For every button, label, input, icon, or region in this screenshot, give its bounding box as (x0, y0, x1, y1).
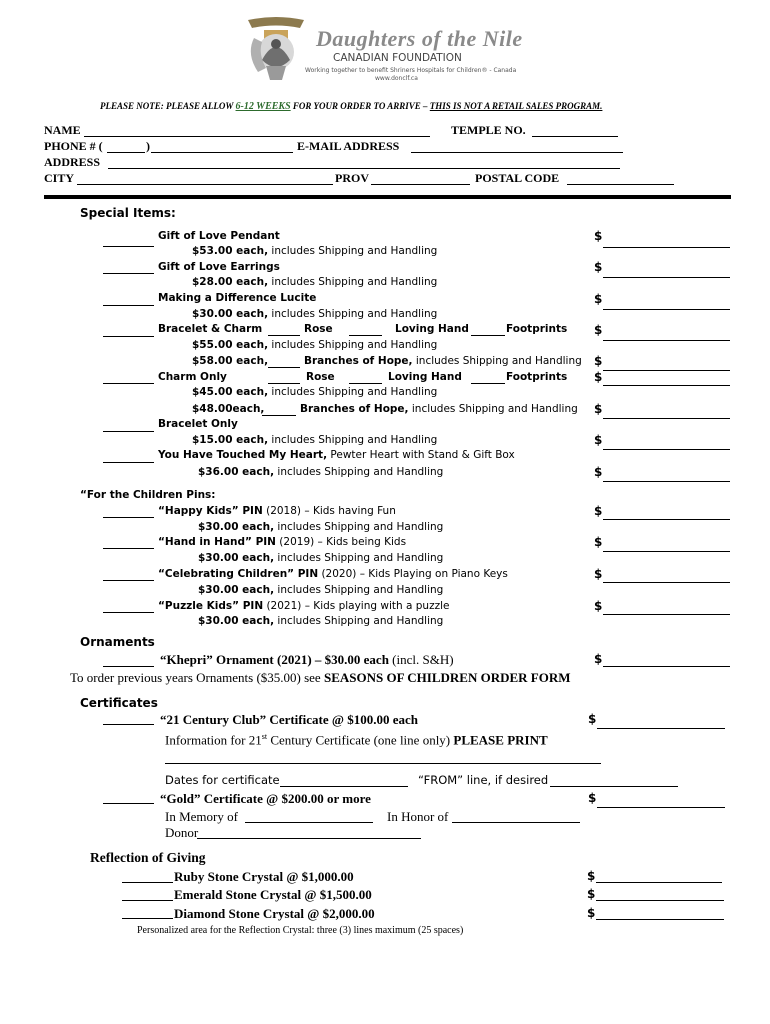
name-field[interactable] (84, 135, 430, 137)
phone-number-field[interactable] (151, 151, 293, 153)
amount-century-club[interactable] (597, 727, 725, 729)
amount-touched-heart[interactable] (603, 480, 730, 482)
emerald-name: Emerald Stone Crystal @ $1,500.00 (174, 887, 372, 902)
century-info-field[interactable] (165, 762, 601, 764)
charm-only-price-line1 (192, 386, 437, 398)
century-info-post: Century Certificate (one line only) (267, 732, 454, 748)
option-branches[interactable] (262, 414, 296, 416)
hand-in-hand-name: “Hand in Hand” PIN (158, 536, 276, 548)
dollar-sign: $ (594, 402, 603, 416)
postal-label: POSTAL CODE (475, 171, 560, 185)
qty-celebrating-children[interactable] (103, 579, 154, 581)
arrival-note (100, 101, 602, 112)
touched-heart-desc: Pewter Heart with Stand & Gift Box (327, 449, 515, 461)
happy-kids-name: “Happy Kids” PIN (158, 505, 263, 517)
qty-gold-certificate[interactable] (103, 802, 154, 804)
dates-label: Dates for certificate (165, 773, 280, 787)
pins-heading: “For the Children Pins: (80, 489, 216, 501)
khepri-line (160, 652, 454, 668)
previous-ornaments-line (70, 670, 571, 686)
dollar-sign: $ (594, 354, 603, 368)
charm-only-price2: $48.00each, (192, 403, 265, 415)
bracelet-only-name: Bracelet Only (158, 418, 238, 430)
touched-heart-name: You Have Touched My Heart, (158, 449, 328, 461)
lucite-price-line (192, 308, 437, 320)
honor-label: In Honor of (387, 809, 449, 824)
dollar-sign: $ (594, 535, 603, 549)
branches-line (304, 355, 582, 367)
email-field[interactable] (411, 151, 623, 153)
option-footprints[interactable] (471, 382, 505, 384)
celebrating-desc: (2020) – Kids Playing on Piano Keys (318, 568, 508, 580)
bracelet-only-shipping: includes Shipping and Handling (268, 434, 438, 446)
amount-ruby[interactable] (596, 881, 722, 883)
option-rose-label: Rose (306, 371, 335, 383)
dollar-sign: $ (594, 599, 603, 613)
qty-earrings[interactable] (103, 272, 154, 274)
branches-shipping: includes Shipping and Handling (408, 403, 578, 415)
khepri-name: “Khepri” Ornament (2021) – $30.00 each (160, 652, 389, 667)
dollar-sign: $ (594, 652, 603, 666)
qty-bracelet-only[interactable] (103, 430, 154, 432)
note-mid: FOR YOUR ORDER TO ARRIVE – (290, 101, 430, 111)
happy-kids-price-line (198, 521, 443, 533)
dollar-sign: $ (588, 791, 597, 805)
option-loving-hand[interactable] (349, 382, 382, 384)
bracelet-only-price: $15.00 each, (192, 434, 269, 446)
earrings-name: Gift of Love Earrings (158, 261, 280, 273)
option-loving-hand[interactable] (349, 334, 382, 336)
option-rose-label: Rose (304, 323, 333, 335)
happy-kids-line (158, 505, 396, 517)
option-footprints-label: Footprints (506, 323, 568, 335)
charm-only-name: Charm Only (158, 371, 227, 383)
branches-shipping: includes Shipping and Handling (412, 355, 582, 367)
tagline: Working together to benefit Shriners Hospitals for Children® - Canada (305, 67, 517, 74)
qty-diamond[interactable] (122, 917, 173, 919)
bracelet-only-price-line (192, 434, 437, 446)
section-divider (44, 195, 731, 199)
donor-field[interactable] (197, 837, 421, 839)
dates-field[interactable] (280, 785, 408, 787)
touched-heart-price: $36.00 each, (198, 466, 275, 478)
qty-century-club[interactable] (103, 723, 154, 725)
puzzle-kids-price-line (198, 615, 443, 627)
puzzle-kids-line (158, 600, 450, 612)
org-name: Daughters of the Nile (316, 26, 523, 51)
address-field[interactable] (108, 167, 620, 169)
bracelet-charm-price2: $58.00 each, (192, 355, 269, 367)
century-info-sup: st (261, 732, 268, 741)
pin-shipping: includes Shipping and Handling (274, 521, 444, 533)
note-retail: THIS IS NOT A RETAIL SALES PROGRAM. (429, 101, 603, 111)
lucite-shipping: includes Shipping and Handling (268, 308, 438, 320)
century-info-line (165, 732, 548, 748)
amount-celebrating[interactable] (603, 581, 730, 583)
amount-lucite[interactable] (603, 308, 730, 310)
charm-only-price-line2 (192, 403, 264, 415)
amount-emerald[interactable] (596, 899, 724, 901)
qty-touched-heart[interactable] (103, 461, 154, 463)
previous-ornaments-text: To order previous years Ornaments ($35.00) see (70, 670, 324, 685)
amount-bracelet-branches[interactable] (603, 369, 730, 371)
option-loving-hand-label: Loving Hand (388, 371, 462, 383)
logo (236, 14, 316, 84)
pin-price: $30.00 each, (198, 521, 275, 533)
phone-area-field[interactable] (107, 151, 145, 153)
email-label: E-MAIL ADDRESS (297, 139, 400, 153)
reflection-note: Personalized area for the Reflection Crystal: three (3) lines maximum (25 spaces) (137, 925, 464, 936)
touched-heart-line (158, 449, 515, 461)
option-branches[interactable] (268, 366, 300, 368)
pendant-price-line (192, 245, 437, 257)
dollar-sign: $ (587, 887, 596, 901)
amount-hand-in-hand[interactable] (603, 550, 730, 552)
qty-happy-kids[interactable] (103, 516, 154, 518)
prov-label: PROV (335, 171, 369, 185)
phone-close: ) (146, 139, 150, 153)
touched-heart-shipping: includes Shipping and Handling (274, 466, 444, 478)
pin-shipping: includes Shipping and Handling (274, 552, 444, 564)
earrings-shipping: includes Shipping and Handling (268, 276, 438, 288)
qty-hand-in-hand[interactable] (103, 547, 154, 549)
temple-field[interactable] (532, 135, 618, 137)
dollar-sign: $ (594, 260, 603, 274)
honor-field[interactable] (452, 821, 580, 823)
ornaments-heading: Ornaments (80, 635, 155, 649)
hand-in-hand-line (158, 536, 406, 548)
memory-field[interactable] (245, 821, 373, 823)
hand-in-hand-desc: (2019) – Kids being Kids (275, 536, 407, 548)
qty-ruby[interactable] (122, 881, 173, 883)
qty-lucite[interactable] (103, 304, 154, 306)
pendant-shipping: includes Shipping and Handling (268, 245, 438, 257)
pin-shipping: includes Shipping and Handling (274, 584, 444, 596)
amount-bracelet-charm[interactable] (603, 339, 730, 341)
dollar-sign: $ (594, 370, 603, 384)
dollar-sign: $ (594, 229, 603, 243)
century-club-name: “21 Century Club” Certificate @ $100.00 each (160, 712, 418, 727)
amount-pendant[interactable] (603, 246, 730, 248)
bracelet-charm-price-line2 (192, 355, 268, 367)
amount-gold-certificate[interactable] (597, 806, 725, 808)
dollar-sign: $ (594, 504, 603, 518)
celebrating-line (158, 568, 508, 580)
pendant-price: $53.00 each, (192, 245, 269, 257)
address-label: ADDRESS (44, 155, 101, 169)
puzzle-kids-name: “Puzzle Kids” PIN (158, 600, 264, 612)
city-label: CITY (44, 171, 75, 185)
amount-happy-kids[interactable] (603, 518, 730, 520)
bracelet-charm-name: Bracelet & Charm (158, 323, 263, 335)
amount-earrings[interactable] (603, 276, 730, 278)
dollar-sign: $ (594, 292, 603, 306)
amount-diamond[interactable] (596, 918, 724, 920)
qty-charm-only[interactable] (103, 382, 154, 384)
pin-price: $30.00 each, (198, 552, 275, 564)
from-line-field[interactable] (550, 785, 678, 787)
century-info-pre: Information for 21 (165, 732, 262, 748)
amount-charm-only[interactable] (603, 384, 730, 386)
dollar-sign: $ (594, 433, 603, 447)
memory-label: In Memory of (165, 809, 238, 824)
option-rose[interactable] (268, 382, 300, 384)
charm-only-shipping: includes Shipping and Handling (268, 386, 438, 398)
option-footprints-label: Footprints (506, 371, 568, 383)
donor-label: Donor (165, 825, 199, 840)
amount-puzzle-kids[interactable] (603, 613, 730, 615)
amount-bracelet-only[interactable] (603, 448, 730, 450)
option-footprints[interactable] (471, 334, 505, 336)
dollar-sign: $ (587, 906, 596, 920)
qty-khepri[interactable] (103, 665, 154, 667)
dollar-sign: $ (594, 567, 603, 581)
qty-emerald[interactable] (122, 899, 173, 901)
option-loving-hand-label: Loving Hand (395, 323, 469, 335)
celebrating-price-line (198, 584, 443, 596)
amount-charm-branches[interactable] (603, 417, 730, 419)
qty-bracelet-charm[interactable] (103, 335, 154, 337)
charm-branches-line (300, 403, 578, 415)
earrings-price: $28.00 each, (192, 276, 269, 288)
special-items-heading: Special Items: (80, 206, 176, 220)
branches-label: Branches of Hope, (300, 403, 409, 415)
prov-field[interactable] (371, 183, 470, 185)
name-label: NAME (44, 123, 81, 137)
from-line-label: “FROM” line, if desired (418, 773, 549, 787)
lucite-price: $30.00 each, (192, 308, 269, 320)
happy-kids-desc: (2018) – Kids having Fun (262, 505, 396, 517)
celebrating-name: “Celebrating Children” PIN (158, 568, 319, 580)
foundation-name: CANADIAN FOUNDATION (333, 52, 462, 64)
gold-certificate-name: “Gold” Certificate @ $200.00 or more (160, 791, 371, 806)
dollar-sign: $ (588, 712, 597, 726)
temple-label: TEMPLE NO. (451, 123, 526, 137)
option-rose[interactable] (268, 334, 300, 336)
postal-field[interactable] (567, 183, 674, 185)
please-print: PLEASE PRINT (453, 732, 548, 748)
note-weeks: 6-12 WEEKS (235, 101, 291, 112)
city-field[interactable] (77, 183, 333, 185)
reflection-heading: Reflection of Giving (90, 850, 206, 865)
dollar-sign: $ (594, 323, 603, 337)
website: www.donclf.ca (375, 75, 418, 82)
dollar-sign: $ (594, 465, 603, 479)
bracelet-charm-shipping: includes Shipping and Handling (268, 339, 438, 351)
seasons-form-link[interactable]: SEASONS OF CHILDREN ORDER FORM (323, 670, 571, 685)
certificates-heading: Certificates (80, 696, 158, 710)
qty-pendant[interactable] (103, 245, 154, 247)
lucite-name: Making a Difference Lucite (158, 292, 317, 304)
qty-puzzle-kids[interactable] (103, 611, 154, 613)
pin-shipping: includes Shipping and Handling (274, 615, 444, 627)
ruby-name: Ruby Stone Crystal @ $1,000.00 (174, 869, 354, 884)
bracelet-charm-price-line1 (192, 339, 437, 351)
charm-only-price1: $45.00 each, (192, 386, 269, 398)
amount-khepri[interactable] (603, 665, 730, 667)
branches-label: Branches of Hope, (304, 355, 413, 367)
diamond-name: Diamond Stone Crystal @ $2,000.00 (174, 906, 375, 921)
puzzle-kids-desc: (2021) – Kids playing with a puzzle (263, 600, 450, 612)
earrings-price-line (192, 276, 437, 288)
phone-label: PHONE # ( (44, 139, 103, 153)
note-pre: PLEASE NOTE: PLEASE ALLOW (100, 101, 236, 111)
touched-heart-price-line (198, 466, 443, 478)
pin-price: $30.00 each, (198, 615, 275, 627)
bracelet-charm-price1: $55.00 each, (192, 339, 269, 351)
hand-in-hand-price-line (198, 552, 443, 564)
pendant-name: Gift of Love Pendant (158, 230, 280, 242)
dollar-sign: $ (587, 869, 596, 883)
pin-price: $30.00 each, (198, 584, 275, 596)
khepri-note: (incl. S&H) (388, 652, 454, 667)
